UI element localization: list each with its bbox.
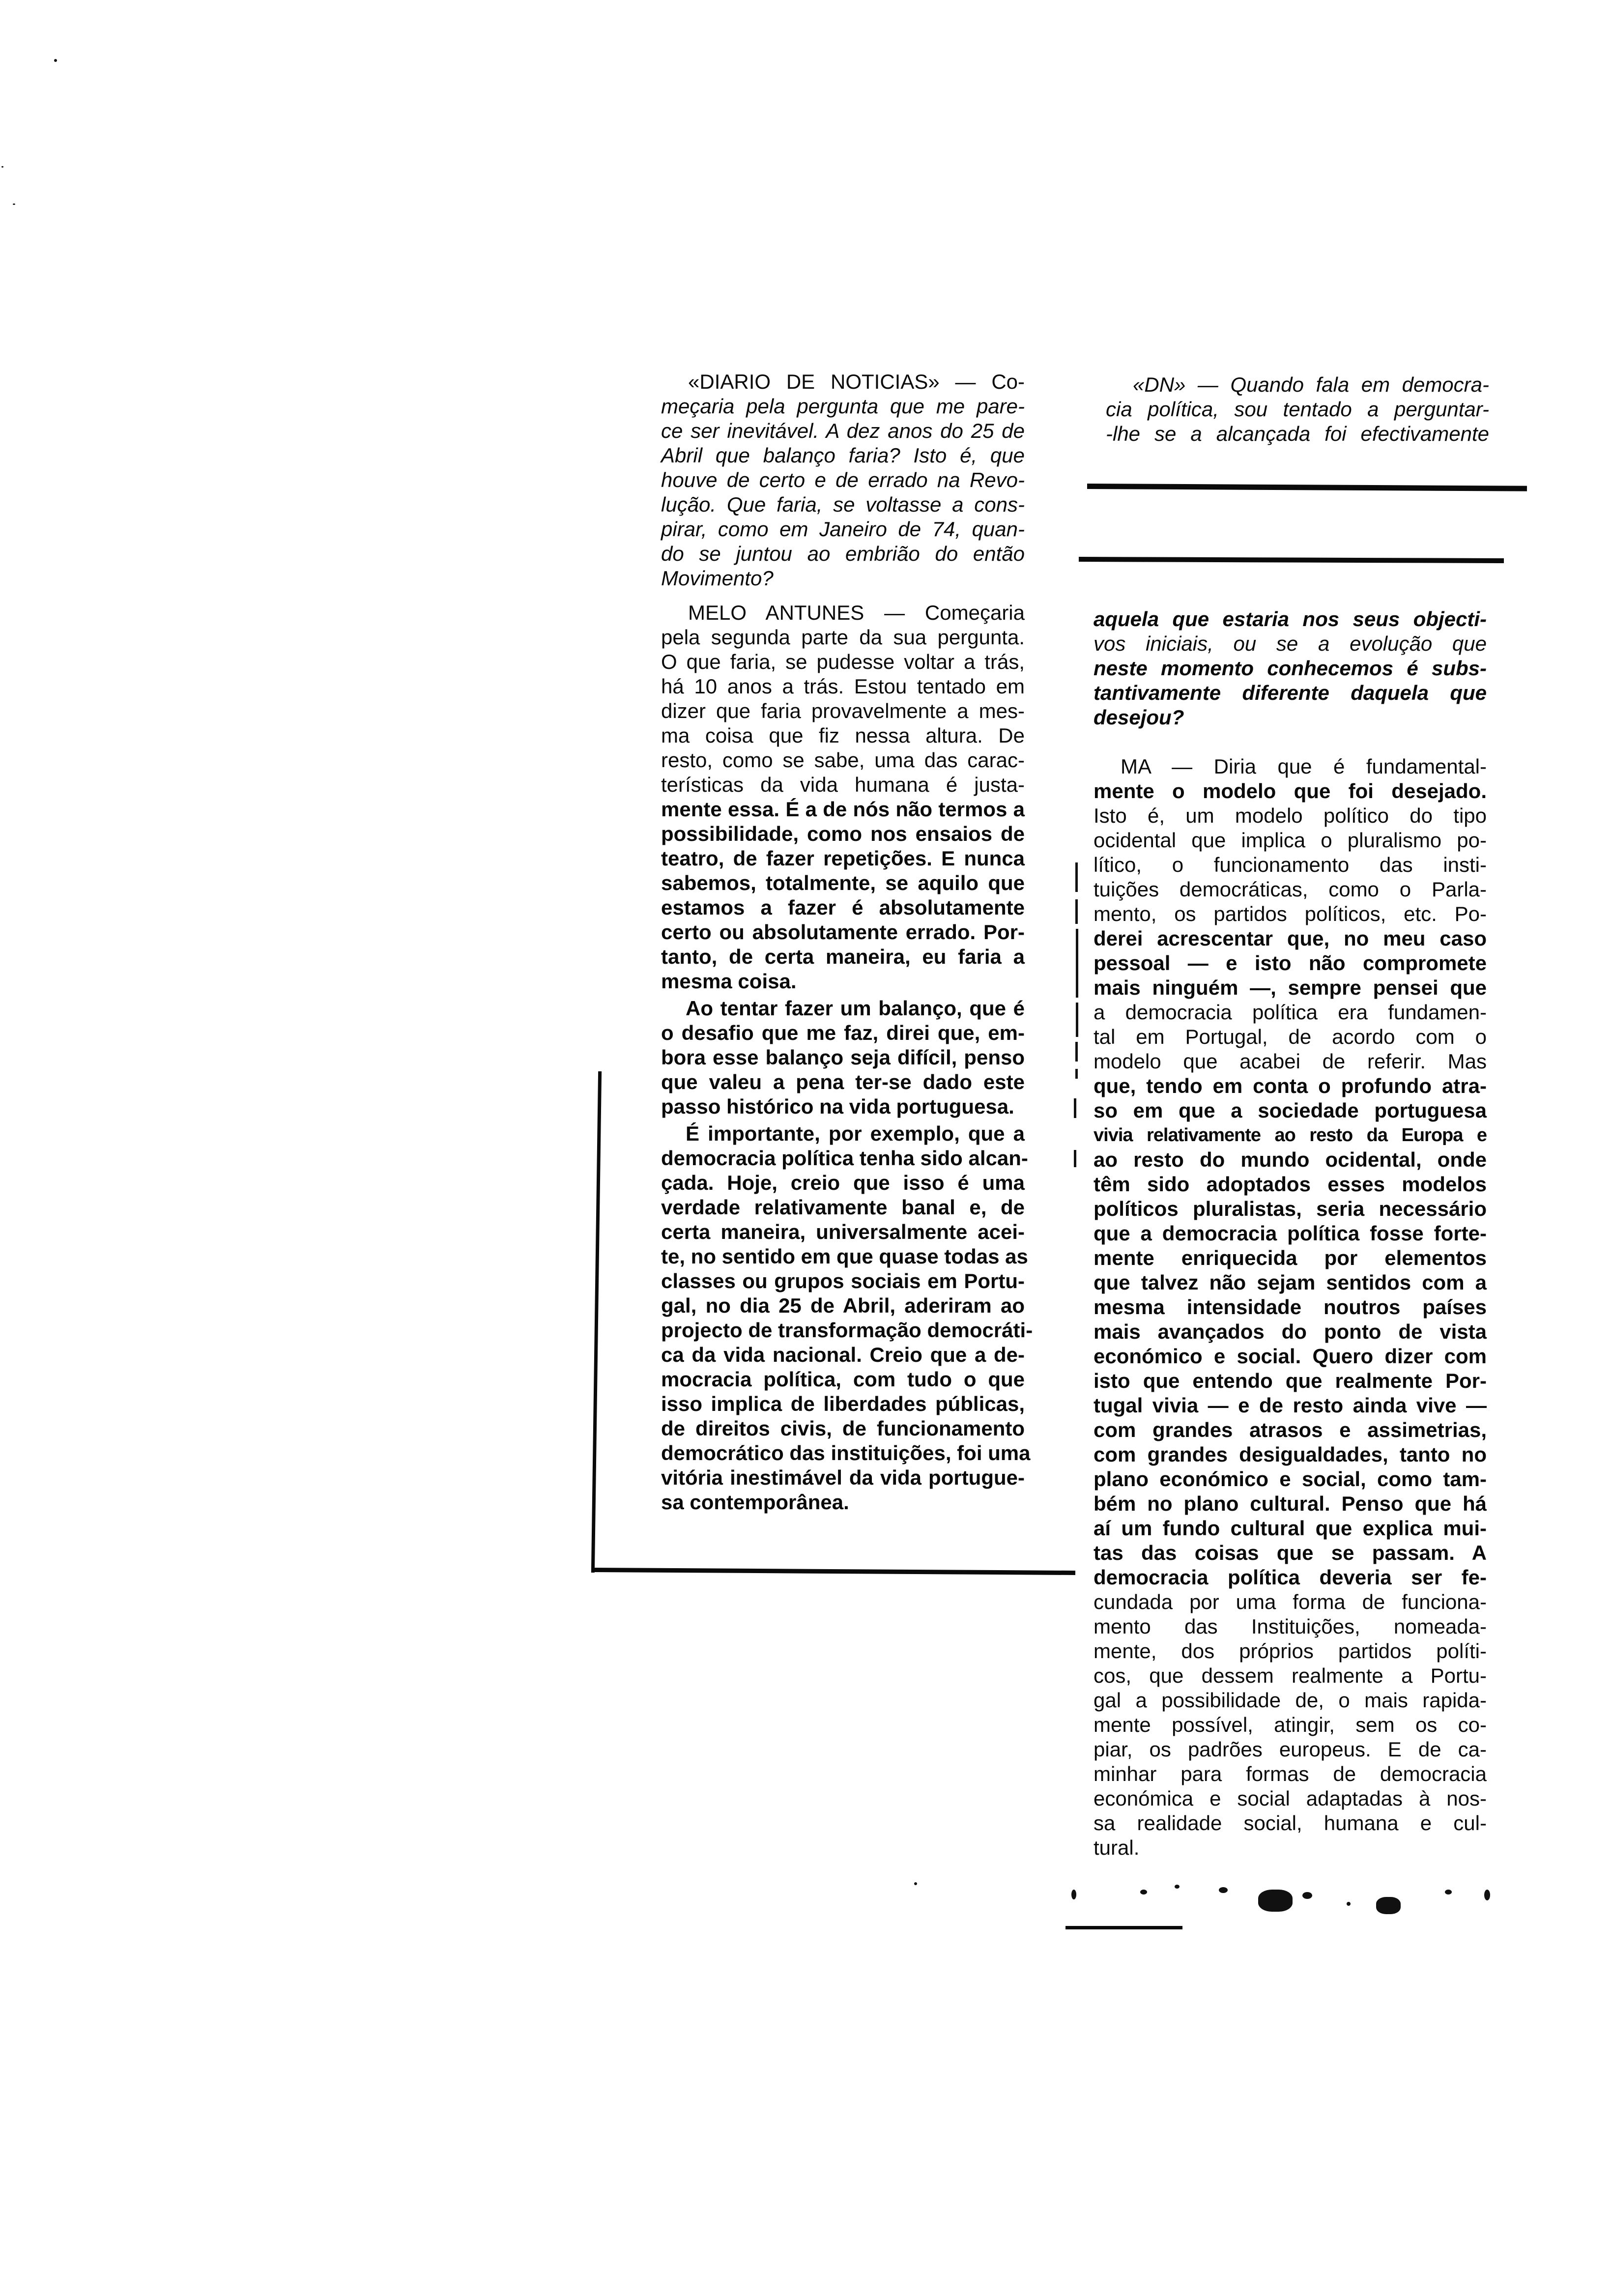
answer-3-line: É importante, por exemplo, que a xyxy=(686,1122,1025,1145)
left-column xyxy=(661,370,1033,1549)
answer-4-line: mais avançados do ponto de vista xyxy=(1094,1320,1487,1343)
question-2-line: vos iniciais, ou se a evolução que xyxy=(1094,632,1487,655)
answer-4-line: tuições democráticas, como o Parla- xyxy=(1094,878,1487,901)
column-separator-dash xyxy=(1076,929,1078,998)
answer-1-line: pela segunda parte da sua pergunta. xyxy=(661,626,1025,649)
answer-3-line: sa contemporânea. xyxy=(661,1491,849,1514)
answer-3-line: classes ou grupos sociais em Portu- xyxy=(661,1269,1025,1292)
answer-3-line: projecto de transformação democráti- xyxy=(661,1319,1033,1342)
answer-1-line: mente essa. É a de nós não termos a xyxy=(661,798,1025,821)
question-1-line: meçaria pela pergunta que me pare- xyxy=(661,395,1025,418)
answer-4-line: piar, os padrões europeus. E de ca- xyxy=(1094,1738,1487,1761)
answer-4-line: aí um fundo cultural que explica mui- xyxy=(1094,1517,1487,1540)
answer-3-line: gal, no dia 25 de Abril, aderiram ao xyxy=(661,1294,1025,1317)
scan-speck xyxy=(13,203,15,205)
answer-4-line: económica e social adaptadas à nos- xyxy=(1094,1787,1487,1810)
answer-2-line: o desafio que me faz, direi que, em- xyxy=(661,1021,1025,1044)
answer-1-line: teatro, de fazer repetições. E nunca xyxy=(661,847,1025,870)
answer-4-line: modelo que acabei de referir. Mas xyxy=(1094,1050,1487,1073)
answer-3-line: ca da vida nacional. Creio que a de- xyxy=(661,1343,1025,1366)
column-separator-dash xyxy=(1074,1150,1076,1167)
answer-4-line: que, tendo em conta o profundo atra- xyxy=(1094,1074,1487,1097)
question-1-line: lução. Que faria, se voltasse a cons- xyxy=(661,493,1025,516)
answer-3-line: de direitos civis, de funcionamento xyxy=(661,1417,1025,1440)
answer-3-line: certa maneira, universalmente acei- xyxy=(661,1220,1025,1243)
article-end-rule xyxy=(1065,1926,1182,1929)
answer-2-line: passo histórico na vida portuguesa. xyxy=(661,1095,1014,1118)
answer-2-line: Ao tentar fazer um balanço, que é xyxy=(686,997,1025,1020)
answer-4-line: a democracia política era fundamen- xyxy=(1094,1001,1487,1024)
answer-4-line: políticos pluralistas, seria necessário xyxy=(1094,1197,1487,1220)
answer-1-line: estamos a fazer é absolutamente xyxy=(661,896,1025,919)
question-1-line: pirar, como em Janeiro de 74, quan- xyxy=(661,517,1025,541)
answer-1-line: há 10 anos a trás. Estou tentado em xyxy=(661,675,1025,698)
question-2-line: tantivamente diferente daquela que xyxy=(1094,681,1487,704)
answer-1-line: sabemos, totalmente, se aquilo que xyxy=(661,871,1025,894)
answer-4-line: gal a possibilidade de, o mais rapida- xyxy=(1094,1689,1487,1712)
right-column-continued xyxy=(1094,607,1492,1860)
answer-4-line: com grandes desigualdades, tanto no xyxy=(1094,1443,1487,1466)
answer-4-line: pessoal — e isto não compromete xyxy=(1094,951,1487,975)
answer-3-line: çada. Hoje, creio que isso é uma xyxy=(661,1171,1025,1194)
answer-4-line: que a democracia política fosse forte- xyxy=(1094,1222,1487,1245)
answer-4-line: mente, dos próprios partidos políti- xyxy=(1094,1639,1487,1663)
left-bracket-bottom-rule xyxy=(594,1568,1075,1575)
answer-4-line: mais ninguém —, sempre pensei que xyxy=(1094,976,1487,999)
answer-4-line: tural. xyxy=(1094,1836,1140,1859)
answer-4-line: plano económico e social, como tam- xyxy=(1094,1467,1487,1491)
question-1-line: Abril que balanço faria? Isto é, que xyxy=(661,444,1025,467)
question-2-line: cia política, sou tentado a perguntar- xyxy=(1106,398,1489,421)
question-1-line: ce ser inevitável. A dez anos do 25 de xyxy=(661,419,1025,442)
answer-1-line: O que faria, se pudesse voltar a trás, xyxy=(661,650,1025,673)
answer-4-line: mente o modelo que foi desejado. xyxy=(1094,779,1487,803)
answer-1-line: dizer que faria provavelmente a mes- xyxy=(661,699,1025,722)
column-separator-dash xyxy=(1075,899,1078,924)
answer-1-line: possibilidade, como nos ensaios de xyxy=(661,822,1025,845)
answer-4-line: mento das Instituições, nomeada- xyxy=(1094,1615,1487,1638)
answer-4-line: sa realidade social, humana e cul- xyxy=(1094,1811,1487,1835)
answer-4-line: económico e social. Quero dizer com xyxy=(1094,1345,1487,1368)
answer-4-line: vivia relativamente ao resto da Europa e xyxy=(1094,1125,1487,1146)
answer-3-line: democrático das instituições, foi uma xyxy=(661,1441,1031,1464)
answer-3-line: mocracia política, com tudo o que xyxy=(661,1368,1025,1391)
answer-4-line: so em que a sociedade portuguesa xyxy=(1094,1099,1487,1122)
answer-2-line: bora esse balanço seja difícil, penso xyxy=(661,1046,1025,1069)
answer-1-line: tanto, de certa maneira, eu faria a xyxy=(661,945,1025,968)
answer-1-line: ma coisa que fiz nessa altura. De xyxy=(661,724,1025,747)
question-2-line: «DN» — Quando fala em democra- xyxy=(1133,373,1489,396)
column-separator-dash xyxy=(1076,1003,1078,1037)
answer-4-line: isto que entendo que realmente Por- xyxy=(1094,1369,1487,1392)
left-bracket-vertical xyxy=(591,1071,602,1573)
question-2-line: desejou? xyxy=(1094,706,1184,729)
answer-4-line: mento, os partidos políticos, etc. Po- xyxy=(1094,902,1487,925)
answer-3-line: verdade relativamente banal e, de xyxy=(661,1196,1025,1219)
column-separator-dash xyxy=(1074,1098,1076,1118)
answer-4-line: cos, que dessem realmente a Portu- xyxy=(1094,1664,1487,1687)
answer-1-line: terísticas da vida humana é justa- xyxy=(661,773,1025,796)
answer-4-line: que talvez não sejam sentidos com a xyxy=(1094,1271,1487,1294)
question-1-line: houve de certo e de errado na Revo- xyxy=(661,468,1025,491)
answer-3-line: isso implica de liberdades públicas, xyxy=(661,1392,1025,1415)
answer-3-line: te, no sentido em que quase todas as xyxy=(661,1245,1028,1268)
question-2-line: neste momento conhecemos é subs- xyxy=(1094,657,1487,680)
scan-speck xyxy=(1,166,3,168)
column-separator-dash xyxy=(1075,1069,1078,1079)
answer-4-line: mente possível, atingir, sem os co- xyxy=(1094,1713,1487,1736)
answer-1-line: MELO ANTUNES — Começaria xyxy=(688,601,1025,624)
question-1-line: «DIARIO DE NOTICIAS» — Co- xyxy=(688,370,1025,393)
column-separator-dash xyxy=(1075,862,1078,892)
answer-4-line: MA — Diria que é fundamental- xyxy=(1121,755,1487,778)
answer-1-line: mesma coisa. xyxy=(661,970,797,993)
column-separator-dash xyxy=(1075,1042,1078,1062)
question-2-line: -lhe se a alcançada foi efectivamente xyxy=(1106,422,1489,445)
answer-1-line: certo ou absolutamente errado. Por- xyxy=(661,920,1025,944)
question-1-line: Movimento? xyxy=(661,567,774,590)
answer-4-line: lítico, o funcionamento das insti- xyxy=(1094,853,1487,876)
answer-4-line: ocidental que implica o pluralismo po- xyxy=(1094,829,1487,852)
answer-4-line: democracia política deveria ser fe- xyxy=(1094,1566,1487,1589)
answer-4-line: tas das coisas que se passam. A xyxy=(1094,1541,1487,1564)
answer-3-line: democracia política tenha sido alcan- xyxy=(661,1147,1028,1170)
answer-4-line: tugal vivia — e de resto ainda vive — xyxy=(1094,1394,1487,1417)
answer-4-line: têm sido adoptados esses modelos xyxy=(1094,1173,1487,1196)
answer-1-line: resto, como se sabe, uma das carac- xyxy=(661,748,1025,772)
answer-2-line: que valeu a pena ter-se dado este xyxy=(661,1070,1025,1093)
answer-4-line: mente enriquecida por elementos xyxy=(1094,1246,1487,1269)
answer-4-line: tal em Portugal, de acordo com o xyxy=(1094,1025,1487,1048)
answer-4-line: Isto é, um modelo político do tipo xyxy=(1094,804,1487,827)
answer-4-line: bém no plano cultural. Penso que há xyxy=(1094,1492,1487,1515)
question-2-line: aquela que estaria nos seus objecti- xyxy=(1094,607,1487,631)
scan-noise xyxy=(1071,1875,1514,1914)
answer-4-line: minhar para formas de democracia xyxy=(1094,1762,1487,1785)
answer-3-line: vitória inestimável da vida portugue- xyxy=(661,1466,1025,1489)
scan-speck xyxy=(914,1882,917,1885)
answer-4-line: cundada por uma forma de funciona- xyxy=(1094,1590,1487,1613)
answer-4-line: derei acrescentar que, no meu caso xyxy=(1094,927,1487,950)
answer-4-line: ao resto do mundo ocidental, onde xyxy=(1094,1148,1487,1171)
scan-speck xyxy=(54,59,57,62)
answer-4-line: com grandes atrasos e assimetrias, xyxy=(1094,1418,1487,1441)
answer-4-line: mesma intensidade noutros países xyxy=(1094,1295,1487,1319)
question-1-line: do se juntou ao embrião do então xyxy=(661,542,1025,565)
